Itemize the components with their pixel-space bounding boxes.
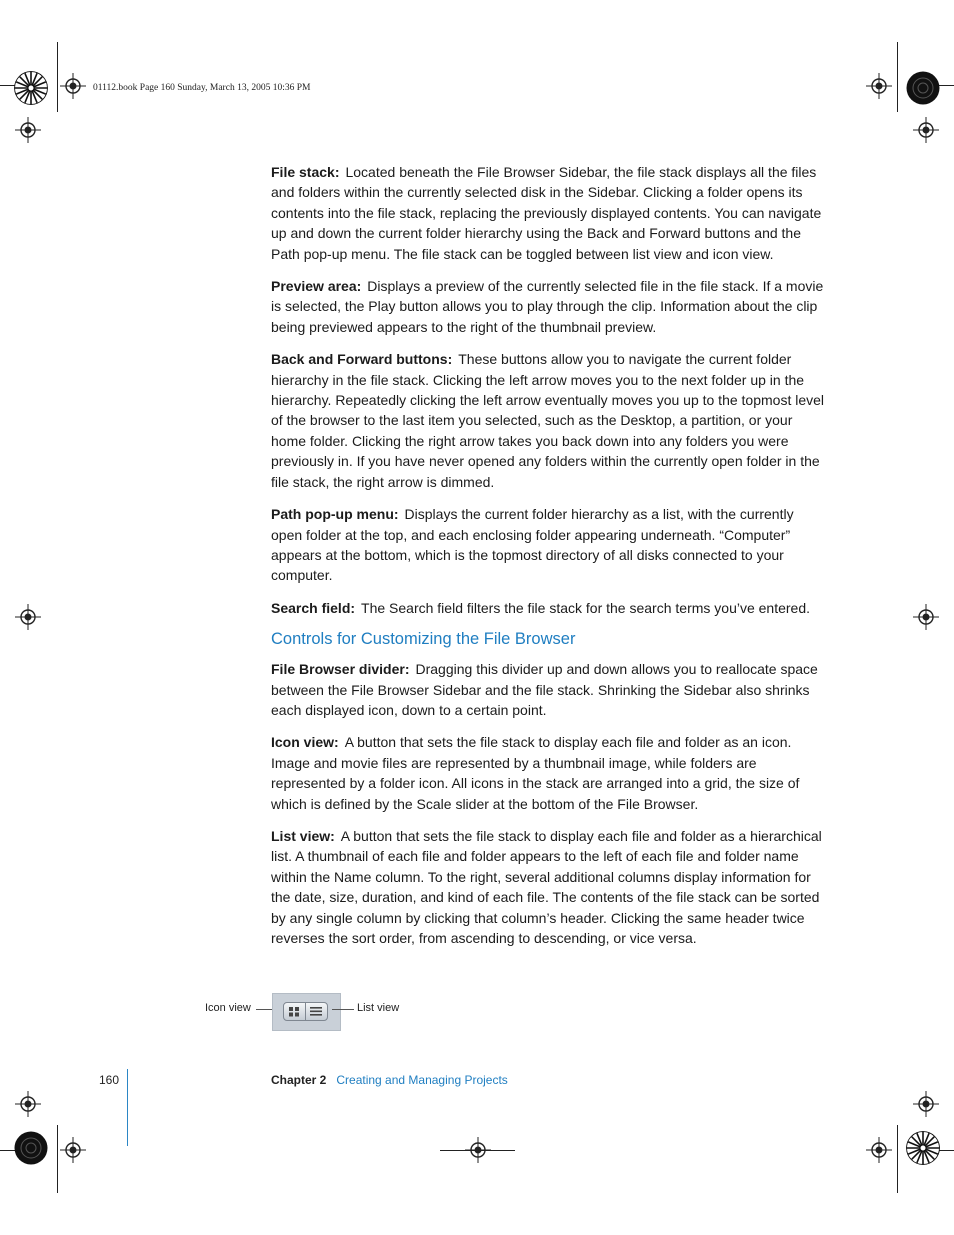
- icon-view-callout-label: Icon view: [205, 1002, 251, 1014]
- page-number: 160: [99, 1073, 120, 1087]
- definition-text: A button that sets the file stack to display each file and folder as a hierarchical list. A thumbnail of each file and folder appears to the left of each file and folder name within the Name column. To the right, several additional columns display information for the date, size, duration, and kind of each file. The contents of the file stack can be sorted by any single column by clicking that column’s header. Clicking the same header twice reverses the sort order, from ascending to descending, or vice versa.: [271, 827, 822, 946]
- definition-paragraph: [271, 504, 827, 586]
- list-view-callout-label: List view: [357, 1002, 400, 1014]
- definition-text: Displays the current folder hierarchy as a list, with the currently open folder at the top, and each enclosing folder appearing underneath. “Computer” appears at the bottom, which is the topmost directory of all disks connected to your computer.: [271, 506, 794, 584]
- definition-paragraph: [271, 826, 827, 948]
- callout-leader-line: [332, 1009, 354, 1010]
- view-toggle-strip: [272, 993, 341, 1031]
- definition-term: Search field:: [271, 599, 356, 616]
- registration-target-icon: [15, 117, 41, 143]
- definition-paragraph: [271, 732, 827, 814]
- crop-mark: [897, 42, 898, 112]
- star-wheel-icon: [14, 1131, 48, 1165]
- view-buttons-figure: [180, 993, 440, 1031]
- crop-mark: [57, 1125, 58, 1193]
- definition-text: Located beneath the File Browser Sidebar, the file stack displays all the files and folders within the currently selected disk in the Sidebar. Clicking a folder opens its contents into the file stack, replacing the previously displayed contents. You can navigate up and down the current folder hierarchy using the Back and Forward buttons and the Path pop-up menu. The file stack can be toggled between list view and icon view.: [271, 164, 822, 262]
- star-wheel-icon: [906, 71, 940, 105]
- crop-mark: [440, 1150, 515, 1151]
- definition-term: Back and Forward buttons:: [271, 351, 453, 368]
- section-heading: Controls for Customizing the File Browser: [271, 630, 576, 649]
- grid-icon: [284, 1003, 305, 1020]
- registration-target-icon: [15, 1091, 41, 1117]
- page-body: [271, 162, 827, 960]
- definition-paragraph: [271, 276, 827, 337]
- definition-paragraph: [271, 598, 827, 618]
- star-wheel-icon: [906, 1131, 940, 1165]
- definition-text: Dragging this divider up and down allows you to reallocate space between the File Browser Sidebar and the file stack. Shrinking the Sidebar also shrinks each displayed icon, down to a certain point.: [271, 661, 818, 718]
- definition-text: The Search field filters the file stack for the search terms you’ve entered.: [361, 599, 811, 616]
- definition-paragraph: [271, 162, 827, 264]
- crop-mark: [57, 42, 58, 112]
- registration-target-icon: [866, 1137, 892, 1163]
- print-slug: 01112.book Page 160 Sunday, March 13, 2005 10:36 PM: [93, 83, 311, 93]
- footer-divider: [127, 1069, 128, 1146]
- definition-text: Displays a preview of the currently selected file in the file stack. If a movie is selected, the Play button allows you to play through the clip. Information about the clip being previewed appears to the right of the thumbnail preview.: [271, 278, 824, 335]
- chapter-title: Creating and Managing Projects: [336, 1073, 508, 1087]
- definition-text: These buttons allow you to navigate the current folder hierarchy in the file stack. Clicking the left arrow moves you to the next folder up in the hierarchy. Repeatedly clicking the left arrow eventually moves you up to the topmost level of the browser to the last item you selected, such as the Desktop, a partition, or your home folder. Clicking the right arrow takes you back down into any folders you were previously in. If you have never opened any folders within the currently open folder in the file stack, the right arrow is dimmed.: [271, 351, 825, 490]
- definition-term: Preview area:: [271, 278, 362, 295]
- icon-view-button[interactable]: [283, 1002, 306, 1021]
- definition-term: Icon view:: [271, 734, 339, 751]
- registration-target-icon: [60, 1137, 86, 1163]
- registration-target-icon: [913, 604, 939, 630]
- definition-term: List view:: [271, 827, 335, 844]
- definition-term: Path pop-up menu:: [271, 506, 399, 523]
- crop-mark: [897, 1125, 898, 1193]
- running-footer: [271, 1073, 508, 1087]
- definition-term: File Browser divider:: [271, 661, 410, 678]
- chapter-label: Chapter 2: [271, 1073, 327, 1087]
- star-wheel-icon: [14, 71, 48, 105]
- registration-target-icon: [60, 73, 86, 99]
- registration-target-icon: [913, 1091, 939, 1117]
- registration-target-icon: [866, 73, 892, 99]
- list-icon: [306, 1003, 327, 1020]
- registration-target-icon: [913, 117, 939, 143]
- definition-paragraph: [271, 349, 827, 492]
- definition-text: A button that sets the file stack to display each file and folder as an icon. Image and movie files are represented by a thumbnail image, while folders are represented by a folder icon. All icons in the stack are arranged into a grid, the size of which is defined by the Scale slider at the bottom of the File Browser.: [271, 734, 800, 812]
- definition-term: File stack:: [271, 164, 340, 180]
- registration-target-icon: [15, 604, 41, 630]
- list-view-button[interactable]: [305, 1002, 328, 1021]
- definition-paragraph: [271, 659, 827, 720]
